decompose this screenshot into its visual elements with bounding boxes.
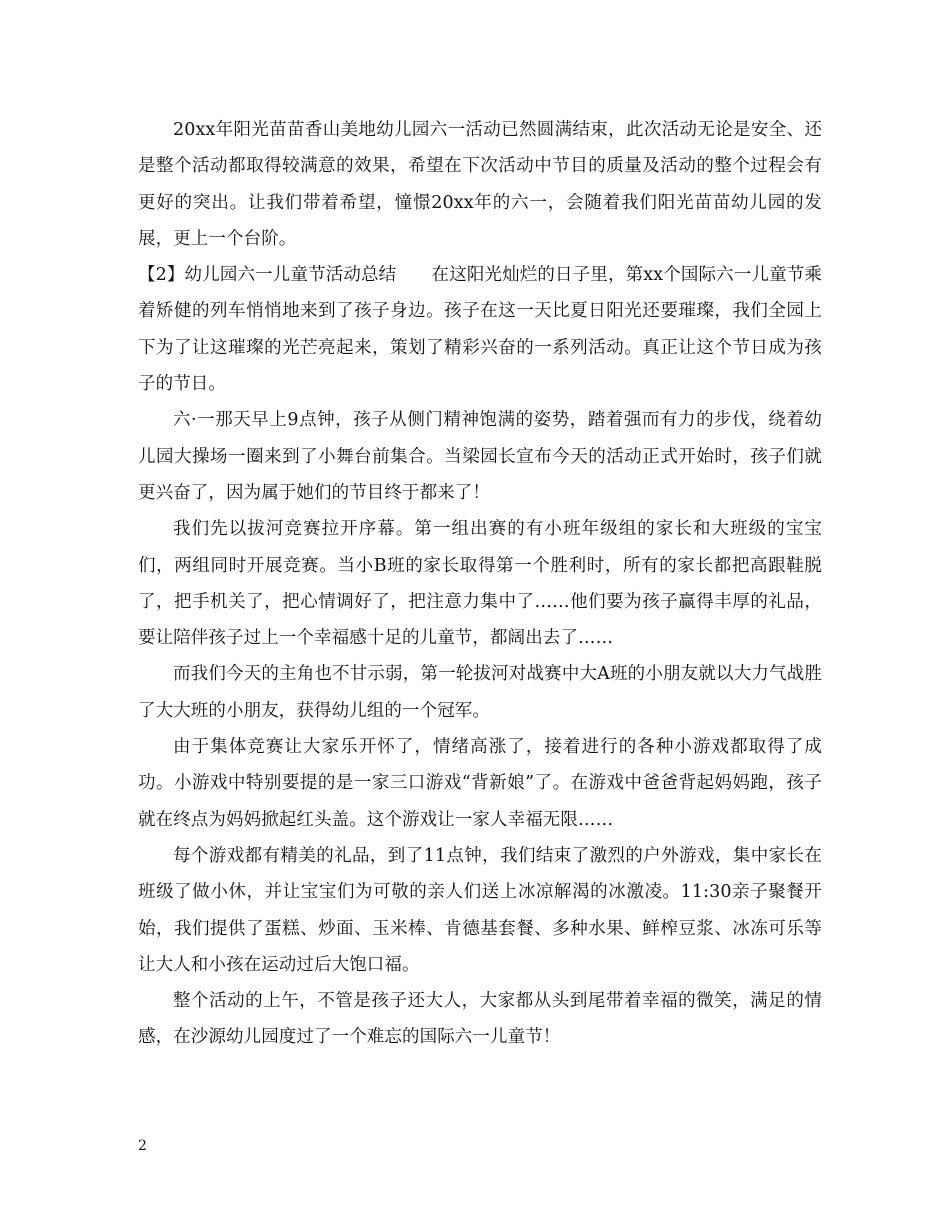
- paragraph-8: 整个活动的上午，不管是孩子还大人，大家都从头到尾带着幸福的微笑，满足的情感，在沙源幼儿园度过了一个难忘的国际六一儿童节！: [138, 991, 822, 1048]
- document-body: [138, 112, 822, 1056]
- paragraph-4: 我们先以拔河竞赛拉开序幕。第一组出赛的有小班年级组的家长和大班级的宝宝们，两组同时开展竞赛。当小B班的家长取得第一个胜利时，所有的家长都把高跟鞋脱了，把手机关了，把心情调好了，把注意力集中了……他们要为孩子赢得丰厚的礼品，要让陪伴孩子过上一个幸福感十足的儿童节，都阔出去了……: [138, 519, 822, 649]
- page-number: 2: [138, 1138, 147, 1154]
- paragraph-1: 20xx年阳光苗苗香山美地幼儿园六一活动已然圆满结束，此次活动无论是安全、还是整个活动都取得较满意的效果，希望在下次活动中节目的质量及活动的整个过程会有更好的突出。让我们带着希望，憧憬20xx年的六一，会随着我们阳光苗苗幼儿园的发展，更上一个台阶。: [138, 120, 822, 249]
- paragraph-6: 由于集体竞赛让大家乐开怀了，情绪高涨了，接着进行的各种小游戏都取得了成功。小游戏中特别要提的是一家三口游戏“背新娘”了。在游戏中爸爸背起妈妈跑，孩子就在终点为妈妈掀起红头盖。这个游戏让一家人幸福无限……: [138, 737, 822, 830]
- paragraph-5: 而我们今天的主角也不甘示弱，第一轮拔河对战赛中大A班的小朋友就以大力气战胜了大大班的小朋友，获得幼儿组的一个冠军。: [138, 664, 822, 721]
- paragraph-3: 六·一那天早上9点钟，孩子从侧门精神饱满的姿势，踏着强而有力的步伐，绕着幼儿园大操场一圈来到了小舞台前集合。当梁园长宣布今天的活动正式开始时，孩子们就更兴奋了，因为属于她们的节目终于都来了！: [138, 410, 822, 503]
- paragraph-2-section-heading: 【2】幼儿园六一儿童节活动总结 在这阳光灿烂的日子里，第xx个国际六一儿童节乘着矫健的列车悄悄地来到了孩子身边。孩子在这一天比夏日阳光还要璀璨，我们全园上下为了让这璀璨的光芒亮起来，策划了精彩兴奋的一系列活动。真正让这个节日成为孩子的节日。: [138, 265, 822, 395]
- paragraph-7: 每个游戏都有精美的礼品，到了11点钟，我们结束了激烈的户外游戏，集中家长在班级了做小休，并让宝宝们为可敬的亲人们送上冰凉解渴的冰激凌。11:30亲子聚餐开始，我们提供了蛋糕、炒面、玉米棒、肯德基套餐、多种水果、鲜榨豆浆、冰冻可乐等让大人和小孩在运动过后大饱口福。: [138, 845, 822, 975]
